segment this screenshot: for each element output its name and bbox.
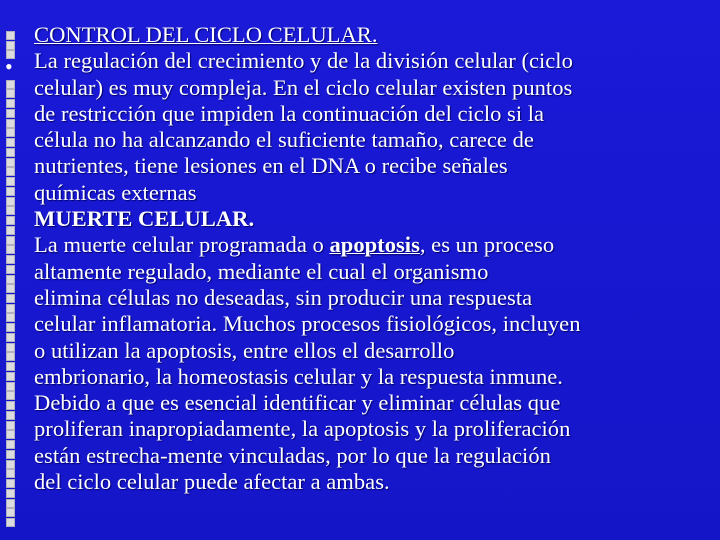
bullet-square-icon [6, 89, 15, 98]
bullet-square-icon [6, 109, 15, 118]
apoptosis-term: apoptosis [329, 232, 420, 258]
paragraph-line: o utilizan la apoptosis, entre ellos el desarrollo [34, 337, 455, 363]
bullet-square-icon [6, 284, 15, 293]
bullet-dot-icon: • [5, 54, 13, 79]
bullet-square-icon [6, 469, 15, 478]
bullet-square-icon [6, 479, 15, 488]
bullet-square-icon [6, 440, 15, 449]
bullet-square-icon [6, 206, 15, 215]
bullet-square-icon [6, 430, 15, 439]
bullet-square-icon [6, 411, 15, 420]
paragraph-line: proliferan inapropiadamente, la apoptosis y la proliferación [34, 416, 571, 442]
bullet-square-icon [6, 128, 15, 137]
bullet-square-icon [6, 216, 15, 225]
paragraph-line: altamente regulado, mediante el cual el organismo [34, 258, 489, 284]
bullet-square-icon [6, 177, 15, 186]
bullet-square-icon [6, 294, 15, 303]
paragraph-line: celular) es muy compleja. En el ciclo celular existen puntos [34, 74, 573, 100]
bullet-square-icon [6, 391, 15, 400]
bullet-square-icon [6, 148, 15, 157]
paragraph-line: están estrecha-mente vinculadas, por lo que la regulación [34, 442, 551, 468]
bullet-square-icon [6, 138, 15, 147]
bullet-square-icon [6, 333, 15, 342]
paragraph-line: celular inflamatoria. Muchos procesos fisiológicos, incluyen [34, 311, 581, 337]
paragraph-line: de restricción que impiden la continuación del ciclo si la [34, 100, 545, 126]
bullet-square-icon [6, 508, 15, 517]
bullet-square-icon [6, 255, 15, 264]
paragraph-line: nutrientes, tiene lesiones en el DNA o recibe señales [34, 153, 508, 179]
paragraph-line: elimina células no deseadas, sin producir una respuesta [34, 284, 533, 310]
bullet-square-icon [6, 313, 15, 322]
bullet-square-icon [6, 31, 15, 40]
bullet-column [2, 26, 32, 526]
bullet-square-icon [6, 323, 15, 332]
bullet-square-icon [6, 372, 15, 381]
bullet-square-icon [6, 343, 15, 352]
bullet-square-icon [6, 362, 15, 371]
bullet-square-icon [6, 265, 15, 274]
bullet-square-icon [6, 197, 15, 206]
bullet-square-icon [6, 401, 15, 410]
paragraph-line: embrionario, la homeostasis celular y la respuesta inmune. [34, 363, 563, 389]
paragraph-line: del ciclo celular puede afectar a ambas. [34, 469, 390, 495]
bullet-square-icon [6, 158, 15, 167]
bullet-square-icon [6, 489, 15, 498]
bullet-square-icon [6, 119, 15, 128]
paragraph-line: Debido a que es esencial identificar y eliminar células que [34, 390, 561, 416]
bullet-square-icon [6, 352, 15, 361]
bullet-square-icon [6, 275, 15, 284]
bullet-square-icon [6, 187, 15, 196]
bullet-square-icon [6, 236, 15, 245]
bullet-square-icon [6, 41, 15, 50]
slide-text [34, 22, 716, 495]
bullet-square-icon [6, 450, 15, 459]
bullet-square-icon [6, 518, 15, 527]
bullet-square-icon [6, 304, 15, 313]
heading-muerte-celular: MUERTE CELULAR. [34, 206, 255, 232]
bullet-square-icon [6, 226, 15, 235]
bullet-square-icon [6, 421, 15, 430]
bullet-square-icon [6, 245, 15, 254]
bullet-square-icon [6, 99, 15, 108]
bullet-square-icon [6, 499, 15, 508]
bullet-square-icon [6, 80, 15, 89]
paragraph-line: químicas externas [34, 179, 197, 205]
paragraph-line: célula no ha alcanzando el suficiente tamaño, carece de [34, 127, 534, 153]
bullet-square-icon [6, 460, 15, 469]
bullet-square-icon [6, 382, 15, 391]
paragraph-line: La regulación del crecimiento y de la división celular (ciclo [34, 48, 573, 74]
bullet-square-icon [6, 167, 15, 176]
paragraph-line: La muerte celular programada o apoptosis, es un proceso [34, 232, 555, 258]
heading-control-ciclo: CONTROL DEL CICLO CELULAR. [34, 22, 378, 47]
